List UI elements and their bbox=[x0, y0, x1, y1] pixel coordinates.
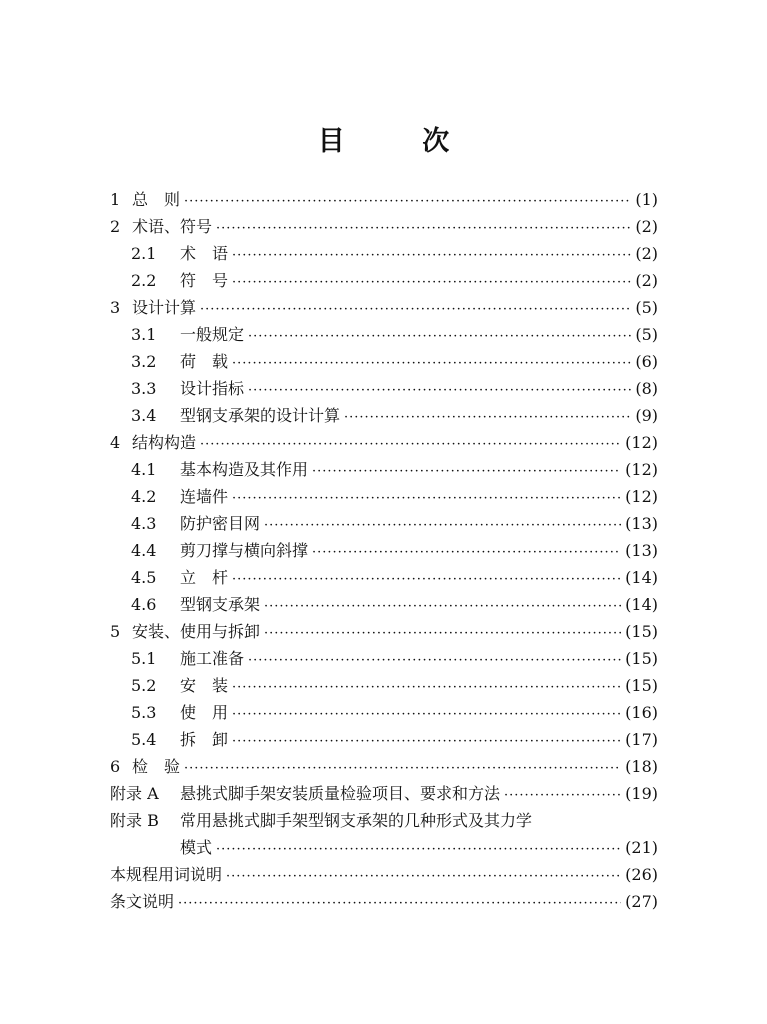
toc-entry-page: (5) bbox=[635, 325, 658, 344]
toc-entry-number: 3.1 bbox=[131, 325, 157, 344]
toc-entry-label: 型钢支承架 bbox=[180, 595, 261, 614]
toc-entry-label: 连墙件 bbox=[180, 487, 229, 506]
toc-entry-page: (16) bbox=[625, 703, 658, 722]
toc-leader-dots bbox=[248, 647, 621, 674]
toc-entry-number: 4.4 bbox=[131, 541, 157, 560]
toc-entry-page: (27) bbox=[625, 892, 658, 911]
toc-entry-explanation[interactable] bbox=[110, 888, 658, 915]
toc-leader-dots bbox=[248, 377, 631, 404]
toc-entry-terms[interactable] bbox=[110, 861, 658, 888]
toc-entry-label: 使 用 bbox=[180, 703, 229, 722]
toc-entry-label: 施工准备 bbox=[180, 649, 245, 668]
toc-entry-page: (13) bbox=[625, 514, 658, 533]
toc-entry-page: (26) bbox=[625, 865, 658, 884]
toc-entry-label: 防护密目网 bbox=[180, 514, 261, 533]
toc-entry-label: 常用悬挑式脚手架型钢支承架的几种形式及其力学 bbox=[180, 811, 533, 830]
toc-leader-dots bbox=[184, 755, 621, 782]
toc-entry-page: (14) bbox=[625, 595, 658, 614]
toc-entry-number: 5.3 bbox=[131, 703, 157, 722]
toc-leader-dots bbox=[312, 458, 621, 485]
toc-entry-label-continued: 模式 bbox=[180, 838, 213, 857]
toc-entry-number: 3.2 bbox=[131, 352, 157, 371]
toc-entry-page: (21) bbox=[625, 838, 658, 857]
toc-entry-number: 2 bbox=[110, 217, 121, 236]
toc-entry-page: (14) bbox=[625, 568, 658, 587]
toc-entry-label: 剪刀撑与横向斜撑 bbox=[180, 541, 309, 560]
toc-entry-number: 3 bbox=[110, 298, 121, 317]
toc-entry-page: (9) bbox=[635, 406, 658, 425]
toc-entry-label: 术语、符号 bbox=[132, 217, 213, 236]
toc-entry[interactable] bbox=[110, 429, 658, 456]
toc-entry-number: 2.1 bbox=[131, 244, 157, 263]
toc-entry-number: 2.2 bbox=[131, 271, 157, 290]
toc-leader-dots bbox=[232, 728, 621, 755]
toc-entry-label: 荷 载 bbox=[180, 352, 229, 371]
toc-entry-page: (12) bbox=[625, 433, 658, 452]
toc-entry-page: (15) bbox=[625, 622, 658, 641]
toc-entry-label: 安装、使用与拆卸 bbox=[132, 622, 261, 641]
toc-leader-dots bbox=[264, 593, 621, 620]
toc-entry[interactable] bbox=[110, 591, 658, 618]
toc-entry-page: (5) bbox=[635, 298, 658, 317]
toc-entry-page: (15) bbox=[625, 676, 658, 695]
toc-entry[interactable] bbox=[110, 645, 658, 672]
toc-entry-number: 5.4 bbox=[131, 730, 157, 749]
toc-entry-number: 4.6 bbox=[131, 595, 157, 614]
toc-entry[interactable] bbox=[110, 537, 658, 564]
toc-entry[interactable] bbox=[110, 564, 658, 591]
toc-entry-number: 4.3 bbox=[131, 514, 157, 533]
toc-entry-label: 检 验 bbox=[132, 757, 181, 776]
toc-entry[interactable] bbox=[110, 375, 658, 402]
toc-entry-page: (13) bbox=[625, 541, 658, 560]
toc-leader-dots bbox=[504, 782, 621, 809]
toc-entry-page: (12) bbox=[625, 487, 658, 506]
toc-leader-dots bbox=[200, 431, 621, 458]
toc-entries bbox=[110, 186, 658, 780]
toc-entry[interactable] bbox=[110, 753, 658, 780]
toc-leader-dots bbox=[232, 701, 621, 728]
toc-entry-page: (12) bbox=[625, 460, 658, 479]
toc-entry-page: (17) bbox=[625, 730, 658, 749]
toc-leader-dots bbox=[178, 890, 621, 917]
toc-entry-label: 基本构造及其作用 bbox=[180, 460, 309, 479]
toc-entry-number: 4.2 bbox=[131, 487, 157, 506]
toc-entry-number: 4.5 bbox=[131, 568, 157, 587]
toc-entry[interactable] bbox=[110, 348, 658, 375]
toc-entry-number: 附录 A bbox=[110, 784, 159, 803]
toc-entry-number: 4 bbox=[110, 433, 121, 452]
toc-entry-label: 安 装 bbox=[180, 676, 229, 695]
toc-entry-page: (2) bbox=[635, 217, 658, 236]
toc-entry-label: 术 语 bbox=[180, 244, 229, 263]
toc-entry[interactable] bbox=[110, 618, 658, 645]
toc-entry[interactable] bbox=[110, 213, 658, 240]
toc-leader-dots bbox=[216, 836, 621, 863]
page-title: 目 次 bbox=[317, 126, 484, 157]
toc-entry[interactable] bbox=[110, 321, 658, 348]
toc-entry-number: 1 bbox=[110, 190, 121, 209]
toc-leader-dots bbox=[264, 512, 621, 539]
toc-entry-number: 3.4 bbox=[131, 406, 157, 425]
toc-leader-dots bbox=[232, 269, 631, 296]
toc-entry-appendix-b[interactable] bbox=[110, 807, 658, 834]
toc-entry-label: 悬挑式脚手架安装质量检验项目、要求和方法 bbox=[180, 784, 501, 803]
toc-entry[interactable] bbox=[110, 294, 658, 321]
toc-entry-page: (8) bbox=[635, 379, 658, 398]
toc-entry-page: (2) bbox=[635, 244, 658, 263]
toc-entry[interactable] bbox=[110, 510, 658, 537]
toc-leader-dots bbox=[216, 215, 631, 242]
toc-entry-label: 型钢支承架的设计计算 bbox=[180, 406, 341, 425]
toc-leader-dots bbox=[232, 242, 631, 269]
toc-entry-number: 5.1 bbox=[131, 649, 157, 668]
toc-entry-page: (18) bbox=[625, 757, 658, 776]
toc-leader-dots bbox=[264, 620, 621, 647]
toc-entry-number: 6 bbox=[110, 757, 121, 776]
toc-leader-dots bbox=[184, 188, 631, 215]
toc-entry-page: (2) bbox=[635, 271, 658, 290]
toc-entry-number: 5 bbox=[110, 622, 121, 641]
toc-entry-label: 设计指标 bbox=[180, 379, 245, 398]
toc-entry-appendix-b-continued[interactable] bbox=[110, 834, 658, 861]
toc-entry-number: 4.1 bbox=[131, 460, 157, 479]
toc-entry-label: 拆 卸 bbox=[180, 730, 229, 749]
toc-entry-page: (1) bbox=[635, 190, 658, 209]
toc-entry-appendix-a[interactable] bbox=[110, 780, 658, 807]
toc-entry[interactable] bbox=[110, 402, 658, 429]
toc-leader-dots bbox=[232, 350, 631, 377]
toc-entry[interactable] bbox=[110, 672, 658, 699]
toc-leader-dots bbox=[312, 539, 621, 566]
toc-entry-number: 3.3 bbox=[131, 379, 157, 398]
toc-entry-label: 设计计算 bbox=[132, 298, 197, 317]
toc-entry[interactable] bbox=[110, 456, 658, 483]
toc-entry[interactable] bbox=[110, 186, 658, 213]
toc-leader-dots bbox=[232, 485, 621, 512]
toc-entry[interactable] bbox=[110, 699, 658, 726]
toc-entry-label: 一般规定 bbox=[180, 325, 245, 344]
toc-entry[interactable] bbox=[110, 483, 658, 510]
toc-leader-dots bbox=[226, 863, 621, 890]
toc-entry-label: 立 杆 bbox=[180, 568, 229, 587]
toc-leader-dots bbox=[232, 674, 621, 701]
toc-leader-dots bbox=[248, 323, 631, 350]
table-of-contents bbox=[110, 186, 658, 915]
toc-entry-label: 结构构造 bbox=[132, 433, 197, 452]
toc-entry-page: (6) bbox=[635, 352, 658, 371]
toc-leader-dots bbox=[232, 566, 621, 593]
toc-leader-dots bbox=[200, 296, 631, 323]
toc-entry-label: 本规程用词说明 bbox=[110, 865, 223, 884]
toc-entry-page: (15) bbox=[625, 649, 658, 668]
toc-entry-number: 5.2 bbox=[131, 676, 157, 695]
toc-entry[interactable] bbox=[110, 240, 658, 267]
toc-entry-page: (19) bbox=[625, 784, 658, 803]
toc-entry-label: 总 则 bbox=[132, 190, 181, 209]
toc-entry-number: 附录 B bbox=[110, 811, 159, 830]
toc-entry[interactable] bbox=[110, 726, 658, 753]
toc-entry[interactable] bbox=[110, 267, 658, 294]
toc-entry-label: 符 号 bbox=[180, 271, 229, 290]
toc-leader-dots bbox=[344, 404, 631, 431]
toc-entry-label: 条文说明 bbox=[110, 892, 175, 911]
